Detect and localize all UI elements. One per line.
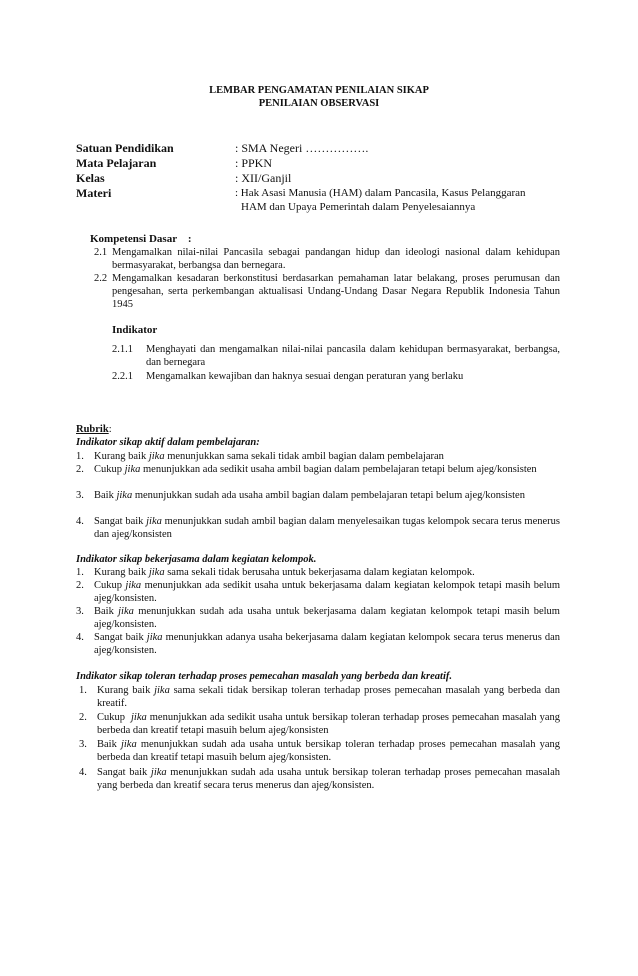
rubrik-item-lead: Sangat baik bbox=[94, 632, 147, 643]
rubrik-item-jika: jika bbox=[150, 767, 167, 778]
info-value: : Hak Asasi Manusia (HAM) dalam Pancasila, Kasus Pelanggaran bbox=[235, 187, 526, 199]
rubrik-item-jika: jika bbox=[120, 739, 137, 750]
rubrik-item-lead: Cukup bbox=[94, 580, 126, 591]
rubrik-item bbox=[94, 450, 560, 463]
rubrik-item bbox=[97, 711, 560, 737]
kd-number: 2.1 bbox=[94, 247, 108, 258]
kd-text: Mengamalkan nilai-nilai Pancasila sebagai pandangan hidup dan ideologi nasional dalam kehidupan bermasyarakat, berbangsa dan bernegara. bbox=[112, 247, 560, 271]
rubrik-item-number: 2. bbox=[76, 580, 84, 591]
info-value: : XII/Ganjil bbox=[235, 171, 292, 185]
rubrik-item-jika: jika bbox=[124, 464, 141, 475]
rubrik-item-number: 3. bbox=[76, 606, 84, 617]
rubrik-item-rest: menunjukkan ada sedikit usaha ambil bagian dalam pembelajaran tetapi belum ajeg/konsisten bbox=[140, 464, 537, 475]
rubrik-item bbox=[94, 463, 560, 476]
indikator-heading: Indikator bbox=[112, 324, 158, 336]
rubrik-item-rest: sama sekali tidak bersikap toleran terhadap proses pemecahan masalah yang berbeda dan kreatif. bbox=[97, 685, 560, 709]
rubrik-item-rest: menunjukkan sudah ada usaha ambil bagian dalam pembelajaran tetapi belum ajeg/konsisten bbox=[132, 490, 525, 501]
kompetensi-heading: Kompetensi Dasar : bbox=[90, 233, 192, 245]
info-label: Kelas bbox=[76, 171, 105, 185]
rubrik-item-lead: Kurang baik bbox=[97, 685, 155, 696]
rubrik-item-number: 2. bbox=[79, 712, 87, 723]
info-value: : SMA Negeri ……………. bbox=[235, 141, 369, 155]
rubrik-item-rest: sama sekali tidak berusaha untuk bekerjasama dalam kegiatan kelompok. bbox=[164, 567, 475, 578]
rubrik-item-rest: menunjukkan sudah ada usaha untuk bersikap toleran terhadap proses pemecahan masalah yang berbeda dan kreatif secara terus menerus dan ajeg/konsisten. bbox=[97, 767, 560, 791]
info-label: Materi bbox=[76, 186, 112, 200]
rubrik-item-number: 4. bbox=[76, 632, 84, 643]
rubrik-item-number: 4. bbox=[76, 516, 84, 527]
rubrik-item-rest: menunjukkan ada sedikit usaha untuk bersikap toleran terhadap proses pemecahan masalah yang berbeda dan kreatif tetapi masuih belum ajeg/konsisten bbox=[97, 712, 560, 736]
rubrik-item-rest: menunjukkan adanya usaha bekerjasama dalam kegiatan kelompok secara terus menerus dan ajeg/konsisten. bbox=[94, 632, 560, 656]
rubrik-label-line bbox=[76, 423, 112, 436]
rubrik-item-rest: menunjukkan sudah ambil bagian dalam menyelesaikan tugas kelompok secara terus menerus dan ajeg/konsisten bbox=[94, 516, 560, 540]
document-title: LEMBAR PENGAMATAN PENILAIAN SIKAP bbox=[209, 85, 429, 96]
rubrik-item-jika: jika bbox=[131, 712, 147, 723]
indikator-number: 2.1.1 bbox=[112, 344, 133, 355]
rubrik-item-lead: Sangat baik bbox=[94, 516, 147, 527]
rubrik-item-lead: Kurang baik bbox=[94, 567, 149, 578]
rubrik-item-rest: menunjukkan ada sedikit usaha untuk bekerjasama dalam kegiatan kelompok tetapi masih belum ajeg/konsisten. bbox=[94, 580, 560, 604]
indikator-text: Menghayati dan mengamalkan nilai-nilai pancasila dalam kehidupan bermasyarakat, berbangsa, dan bernegara bbox=[146, 344, 560, 368]
rubrik-item bbox=[97, 738, 560, 764]
rubrik-item-lead: Baik bbox=[97, 739, 121, 750]
rubrik-item-lead: Sangat baik bbox=[97, 767, 151, 778]
rubrik-item-lead: Cukup bbox=[94, 464, 125, 475]
kd-number: 2.2 bbox=[94, 273, 108, 284]
indikator-number: 2.2.1 bbox=[112, 371, 133, 382]
rubrik-item-jika: jika bbox=[146, 632, 163, 643]
info-label: Satuan Pendidikan bbox=[76, 141, 174, 155]
rubrik-item bbox=[94, 515, 560, 541]
rubrik-item-jika: jika bbox=[154, 685, 170, 696]
rubrik-item-number: 1. bbox=[79, 685, 87, 696]
rubrik-item-jika: jika bbox=[116, 490, 133, 501]
info-value-cont: HAM dan Upaya Pemerintah dalam Penyelesaiannya bbox=[241, 201, 476, 213]
rubrik-item bbox=[94, 489, 560, 502]
rubrik-item-lead: Baik bbox=[94, 606, 119, 617]
document-subtitle: PENILAIAN OBSERVASI bbox=[258, 98, 380, 109]
rubrik-item-number: 3. bbox=[76, 490, 84, 501]
rubrik-section-heading: Indikator sikap aktif dalam pembelajaran: bbox=[76, 437, 260, 448]
rubrik-colon: : bbox=[108, 424, 112, 435]
rubrik-section-heading: Indikator sikap bekerjasama dalam kegiatan kelompok. bbox=[76, 554, 317, 565]
rubrik-item bbox=[94, 566, 560, 579]
rubrik-item-lead: Kurang baik bbox=[94, 451, 149, 462]
rubrik-item-number: 1. bbox=[76, 567, 84, 578]
rubrik-item-number: 2. bbox=[76, 464, 84, 475]
kd-text: Mengamalkan kesadaran berkonstitusi berdasarkan pemahaman latar belakang, proses perumusan dan pengesahan, serta perkembangan aktualisasi Undang-Undang Dasar Negara Republik Indonesia Tahun 1945 bbox=[112, 273, 560, 310]
rubrik-item-number: 3. bbox=[79, 739, 87, 750]
rubrik-item-jika: jika bbox=[146, 516, 162, 527]
rubrik-item-number: 4. bbox=[79, 767, 87, 778]
rubrik-item bbox=[94, 605, 560, 631]
rubrik-item bbox=[94, 631, 560, 657]
rubrik-item-rest: menunjukkan sama sekali tidak ambil bagian dalam pembelajaran bbox=[164, 451, 444, 462]
info-value: : PPKN bbox=[235, 156, 273, 170]
rubrik-item-number: 1. bbox=[76, 451, 84, 462]
rubrik-section-heading: Indikator sikap toleran terhadap proses pemecahan masalah yang berbeda dan kreatif. bbox=[76, 671, 452, 682]
indikator-text: Mengamalkan kewajiban dan haknya sesuai dengan peraturan yang berlaku bbox=[146, 371, 464, 382]
rubrik-item-jika: jika bbox=[148, 451, 165, 462]
rubrik-item-lead: Cukup bbox=[97, 712, 131, 723]
rubrik-item bbox=[97, 766, 560, 792]
info-label: Mata Pelajaran bbox=[76, 156, 157, 170]
rubrik-item-jika: jika bbox=[118, 606, 134, 617]
rubrik-item-rest: menunjukkan sudah ada usaha untuk bersikap toleran terhadap proses pemecahan masalah yang berbeda dan kreatif tetapi masuih belum ajeg/konsisten. bbox=[97, 739, 560, 763]
rubrik-item-lead: Baik bbox=[94, 490, 117, 501]
rubrik-item bbox=[97, 684, 560, 710]
rubrik-item-jika: jika bbox=[148, 567, 165, 578]
rubrik-item-jika: jika bbox=[125, 580, 142, 591]
rubrik-item-rest: menunjukkan sudah ada usaha untuk bekerjasama dalam kegiatan kelompok tetapi masih belum ajeg/konsisten. bbox=[94, 606, 560, 630]
rubrik-item bbox=[94, 579, 560, 605]
rubrik-label: Rubrik bbox=[76, 424, 109, 435]
